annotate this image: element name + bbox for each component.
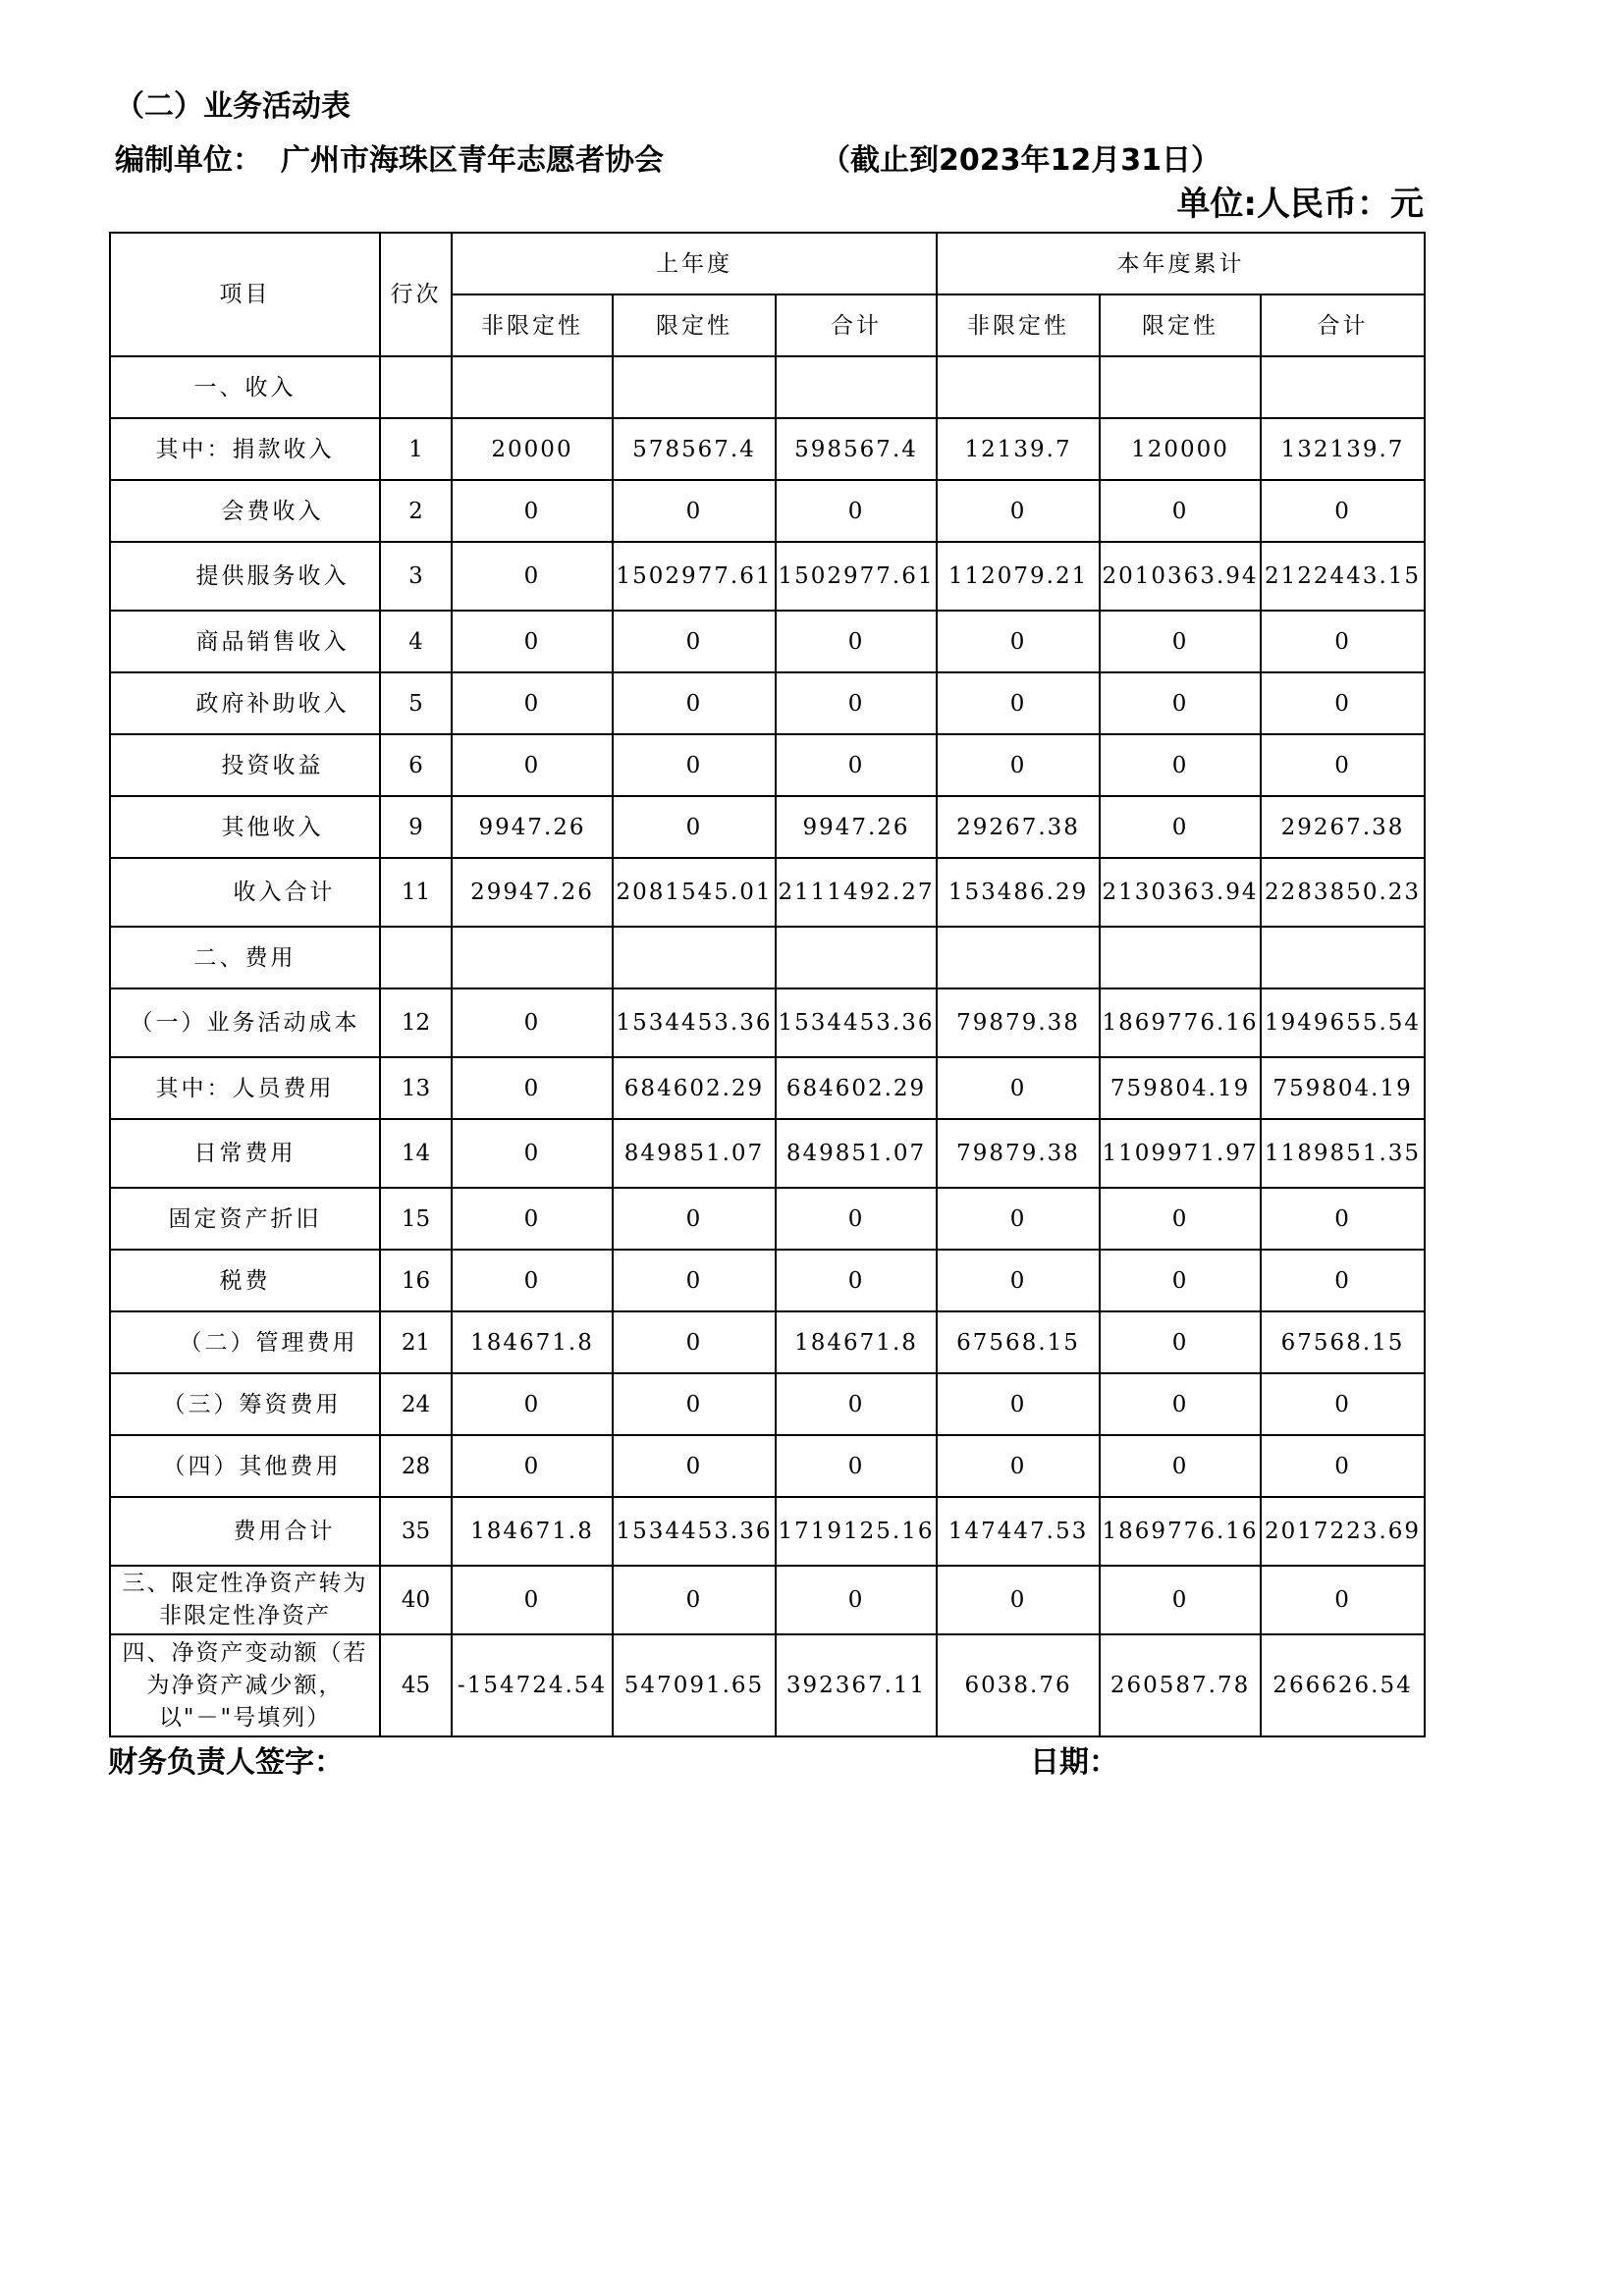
table-row bbox=[110, 1497, 1425, 1566]
cell-curr-restricted: 1109971.97 bbox=[1100, 1119, 1261, 1188]
row-item: 三、限定性净资产转为非限定性净资产 bbox=[110, 1566, 380, 1634]
cell-prev-unrestricted: 0 bbox=[452, 1119, 613, 1188]
cell-prev-restricted: 0 bbox=[613, 672, 776, 734]
row-number: 45 bbox=[380, 1634, 452, 1736]
header-prev-year: 上年度 bbox=[452, 233, 937, 294]
table-row bbox=[110, 1435, 1425, 1497]
cell-prev-unrestricted: 0 bbox=[452, 1435, 613, 1497]
row-item: （三）筹资费用 bbox=[110, 1373, 380, 1435]
cell-prev-total: 9947.26 bbox=[776, 796, 937, 858]
cell-prev-unrestricted: -154724.54 bbox=[452, 1634, 613, 1736]
cell-curr-restricted: 0 bbox=[1100, 1188, 1261, 1250]
cell-curr-restricted: 0 bbox=[1100, 672, 1261, 734]
cell-prev-total: 598567.4 bbox=[776, 418, 937, 480]
cell-curr-total bbox=[1261, 927, 1425, 988]
cell-prev-restricted: 0 bbox=[613, 1373, 776, 1435]
cell-curr-unrestricted: 147447.53 bbox=[937, 1497, 1100, 1566]
cell-curr-restricted: 0 bbox=[1100, 480, 1261, 542]
cell-prev-unrestricted: 0 bbox=[452, 988, 613, 1057]
row-number: 15 bbox=[380, 1188, 452, 1250]
cell-prev-total: 1719125.16 bbox=[776, 1497, 937, 1566]
cell-prev-unrestricted: 9947.26 bbox=[452, 796, 613, 858]
row-number bbox=[380, 927, 452, 988]
cell-curr-unrestricted: 0 bbox=[937, 1188, 1100, 1250]
row-number: 3 bbox=[380, 542, 452, 611]
table-row bbox=[110, 796, 1425, 858]
cell-prev-total bbox=[776, 927, 937, 988]
cell-prev-total: 392367.11 bbox=[776, 1634, 937, 1736]
cell-curr-unrestricted: 112079.21 bbox=[937, 542, 1100, 611]
cell-prev-total: 184671.8 bbox=[776, 1311, 937, 1373]
row-number: 6 bbox=[380, 734, 452, 796]
cell-curr-total: 1189851.35 bbox=[1261, 1119, 1425, 1188]
cell-curr-restricted: 1869776.16 bbox=[1100, 1497, 1261, 1566]
cell-prev-restricted: 1502977.61 bbox=[613, 542, 776, 611]
row-item: （一）业务活动成本 bbox=[110, 988, 380, 1057]
table-row bbox=[110, 988, 1425, 1057]
cell-curr-restricted: 759804.19 bbox=[1100, 1057, 1261, 1119]
header-curr-total: 合计 bbox=[1261, 294, 1425, 356]
cell-curr-unrestricted: 0 bbox=[937, 611, 1100, 672]
cell-curr-unrestricted: 67568.15 bbox=[937, 1311, 1100, 1373]
cell-prev-total bbox=[776, 356, 937, 418]
table-row bbox=[110, 672, 1425, 734]
table-row bbox=[110, 927, 1425, 988]
cell-prev-restricted: 547091.65 bbox=[613, 1634, 776, 1736]
header-prev-total: 合计 bbox=[776, 294, 937, 356]
row-item: 其中：捐款收入 bbox=[110, 418, 380, 480]
cell-prev-unrestricted: 0 bbox=[452, 611, 613, 672]
table-body bbox=[110, 356, 1425, 1736]
cell-curr-unrestricted: 79879.38 bbox=[937, 1119, 1100, 1188]
table-row bbox=[110, 1311, 1425, 1373]
cell-prev-unrestricted: 184671.8 bbox=[452, 1497, 613, 1566]
cell-curr-restricted: 0 bbox=[1100, 1566, 1261, 1634]
cell-curr-restricted: 1869776.16 bbox=[1100, 988, 1261, 1057]
cell-prev-restricted: 1534453.36 bbox=[613, 988, 776, 1057]
row-number: 11 bbox=[380, 858, 452, 927]
cell-prev-restricted bbox=[613, 927, 776, 988]
cell-prev-restricted: 849851.07 bbox=[613, 1119, 776, 1188]
header-curr-unrestricted: 非限定性 bbox=[937, 294, 1100, 356]
table-row bbox=[110, 542, 1425, 611]
row-item: 提供服务收入 bbox=[110, 542, 380, 611]
cell-curr-restricted: 2130363.94 bbox=[1100, 858, 1261, 927]
cell-curr-unrestricted: 0 bbox=[937, 1373, 1100, 1435]
table-row bbox=[110, 1250, 1425, 1311]
header-prev-restricted: 限定性 bbox=[613, 294, 776, 356]
table-row bbox=[110, 356, 1425, 418]
cell-curr-unrestricted: 12139.7 bbox=[937, 418, 1100, 480]
cell-prev-total: 0 bbox=[776, 611, 937, 672]
cell-curr-unrestricted: 0 bbox=[937, 1057, 1100, 1119]
row-number: 4 bbox=[380, 611, 452, 672]
cell-prev-total: 0 bbox=[776, 1188, 937, 1250]
cell-prev-unrestricted: 184671.8 bbox=[452, 1311, 613, 1373]
cell-prev-total: 0 bbox=[776, 1250, 937, 1311]
cell-prev-unrestricted: 29947.26 bbox=[452, 858, 613, 927]
cell-curr-total: 266626.54 bbox=[1261, 1634, 1425, 1736]
currency-unit: 单位:人民币：元 bbox=[1176, 185, 1424, 224]
signature-label: 财务负责人签字： bbox=[108, 1745, 344, 1780]
row-number: 13 bbox=[380, 1057, 452, 1119]
cell-curr-restricted: 0 bbox=[1100, 796, 1261, 858]
row-item: 会费收入 bbox=[110, 480, 380, 542]
row-number: 16 bbox=[380, 1250, 452, 1311]
cell-prev-total: 1534453.36 bbox=[776, 988, 937, 1057]
cell-prev-unrestricted: 0 bbox=[452, 672, 613, 734]
header-curr-restricted: 限定性 bbox=[1100, 294, 1261, 356]
cell-curr-total bbox=[1261, 356, 1425, 418]
row-item: 一、收入 bbox=[110, 356, 380, 418]
cell-curr-total: 0 bbox=[1261, 1373, 1425, 1435]
cell-curr-unrestricted: 29267.38 bbox=[937, 796, 1100, 858]
cell-curr-total: 2283850.23 bbox=[1261, 858, 1425, 927]
row-number: 24 bbox=[380, 1373, 452, 1435]
row-item: （二）管理费用 bbox=[110, 1311, 380, 1373]
cell-curr-unrestricted: 0 bbox=[937, 1435, 1100, 1497]
cell-curr-unrestricted bbox=[937, 356, 1100, 418]
row-number: 28 bbox=[380, 1435, 452, 1497]
cell-prev-total: 0 bbox=[776, 734, 937, 796]
header-row-no: 行次 bbox=[380, 233, 452, 356]
cell-curr-total: 67568.15 bbox=[1261, 1311, 1425, 1373]
cell-prev-total: 849851.07 bbox=[776, 1119, 937, 1188]
cell-prev-restricted: 0 bbox=[613, 480, 776, 542]
cell-curr-unrestricted: 79879.38 bbox=[937, 988, 1100, 1057]
cell-curr-restricted bbox=[1100, 927, 1261, 988]
date-label: 日期： bbox=[1030, 1745, 1118, 1780]
cell-prev-unrestricted: 0 bbox=[452, 1188, 613, 1250]
cell-curr-restricted: 260587.78 bbox=[1100, 1634, 1261, 1736]
cell-curr-restricted: 0 bbox=[1100, 734, 1261, 796]
cell-prev-total: 0 bbox=[776, 1373, 937, 1435]
row-item: 投资收益 bbox=[110, 734, 380, 796]
cell-curr-total: 1949655.54 bbox=[1261, 988, 1425, 1057]
cell-prev-restricted: 0 bbox=[613, 1311, 776, 1373]
cell-curr-unrestricted: 0 bbox=[937, 1250, 1100, 1311]
row-item: 费用合计 bbox=[110, 1497, 380, 1566]
row-number: 9 bbox=[380, 796, 452, 858]
cell-curr-total: 759804.19 bbox=[1261, 1057, 1425, 1119]
cell-prev-restricted: 0 bbox=[613, 1250, 776, 1311]
cell-prev-restricted: 684602.29 bbox=[613, 1057, 776, 1119]
cell-curr-total: 0 bbox=[1261, 672, 1425, 734]
cell-curr-restricted: 0 bbox=[1100, 1250, 1261, 1311]
cell-prev-restricted: 0 bbox=[613, 796, 776, 858]
row-number: 12 bbox=[380, 988, 452, 1057]
table-row bbox=[110, 1119, 1425, 1188]
row-item: 日常费用 bbox=[110, 1119, 380, 1188]
row-item: 其他收入 bbox=[110, 796, 380, 858]
cell-prev-total: 684602.29 bbox=[776, 1057, 937, 1119]
row-number bbox=[380, 356, 452, 418]
cell-curr-total: 29267.38 bbox=[1261, 796, 1425, 858]
report-period: （截止到2023年12月31日） bbox=[821, 143, 1220, 178]
cell-prev-restricted: 0 bbox=[613, 1566, 776, 1634]
cell-curr-unrestricted: 0 bbox=[937, 480, 1100, 542]
row-number: 2 bbox=[380, 480, 452, 542]
cell-curr-restricted bbox=[1100, 356, 1261, 418]
table-row bbox=[110, 734, 1425, 796]
row-item: 四、净资产变动额（若为净资产减少额，以"－"号填列） bbox=[110, 1634, 380, 1736]
cell-curr-restricted: 2010363.94 bbox=[1100, 542, 1261, 611]
cell-prev-total: 0 bbox=[776, 1566, 937, 1634]
row-number: 1 bbox=[380, 418, 452, 480]
table-row bbox=[110, 1373, 1425, 1435]
cell-prev-restricted: 0 bbox=[613, 1435, 776, 1497]
cell-prev-restricted: 0 bbox=[613, 1188, 776, 1250]
cell-prev-total: 0 bbox=[776, 672, 937, 734]
cell-curr-restricted: 0 bbox=[1100, 1435, 1261, 1497]
cell-prev-total: 2111492.27 bbox=[776, 858, 937, 927]
cell-prev-unrestricted: 0 bbox=[452, 1566, 613, 1634]
cell-prev-unrestricted: 0 bbox=[452, 1250, 613, 1311]
table-row bbox=[110, 611, 1425, 672]
cell-curr-total: 2122443.15 bbox=[1261, 542, 1425, 611]
cell-prev-restricted: 0 bbox=[613, 611, 776, 672]
cell-curr-total: 0 bbox=[1261, 734, 1425, 796]
org-label: 编制单位： bbox=[115, 143, 262, 178]
cell-prev-total: 1502977.61 bbox=[776, 542, 937, 611]
cell-curr-total: 0 bbox=[1261, 1250, 1425, 1311]
table-row bbox=[110, 858, 1425, 927]
table-row bbox=[110, 480, 1425, 542]
cell-curr-total: 132139.7 bbox=[1261, 418, 1425, 480]
cell-prev-unrestricted: 0 bbox=[452, 1057, 613, 1119]
row-item: 其中：人员费用 bbox=[110, 1057, 380, 1119]
cell-prev-unrestricted bbox=[452, 927, 613, 988]
cell-curr-restricted: 120000 bbox=[1100, 418, 1261, 480]
cell-prev-unrestricted: 0 bbox=[452, 542, 613, 611]
cell-prev-unrestricted: 0 bbox=[452, 480, 613, 542]
table-row bbox=[110, 1566, 1425, 1634]
cell-prev-restricted: 2081545.01 bbox=[613, 858, 776, 927]
row-number: 40 bbox=[380, 1566, 452, 1634]
row-item: 收入合计 bbox=[110, 858, 380, 927]
row-number: 14 bbox=[380, 1119, 452, 1188]
cell-curr-unrestricted: 0 bbox=[937, 1566, 1100, 1634]
cell-prev-restricted: 578567.4 bbox=[613, 418, 776, 480]
row-item: （四）其他费用 bbox=[110, 1435, 380, 1497]
row-item: 固定资产折旧 bbox=[110, 1188, 380, 1250]
row-item: 商品销售收入 bbox=[110, 611, 380, 672]
cell-curr-restricted: 0 bbox=[1100, 1373, 1261, 1435]
table-row bbox=[110, 1634, 1425, 1736]
cell-prev-total: 0 bbox=[776, 480, 937, 542]
cell-prev-restricted: 0 bbox=[613, 734, 776, 796]
cell-curr-unrestricted: 153486.29 bbox=[937, 858, 1100, 927]
row-number: 5 bbox=[380, 672, 452, 734]
cell-prev-unrestricted bbox=[452, 356, 613, 418]
cell-curr-unrestricted: 0 bbox=[937, 672, 1100, 734]
cell-prev-unrestricted: 0 bbox=[452, 734, 613, 796]
row-number: 21 bbox=[380, 1311, 452, 1373]
cell-prev-total: 0 bbox=[776, 1435, 937, 1497]
cell-curr-total: 0 bbox=[1261, 1188, 1425, 1250]
row-number: 35 bbox=[380, 1497, 452, 1566]
report-title: （二）业务活动表 bbox=[115, 89, 351, 124]
cell-curr-restricted: 0 bbox=[1100, 611, 1261, 672]
cell-curr-total: 2017223.69 bbox=[1261, 1497, 1425, 1566]
header-item: 项目 bbox=[110, 233, 380, 356]
header-curr-year: 本年度累计 bbox=[937, 233, 1425, 294]
cell-curr-unrestricted bbox=[937, 927, 1100, 988]
header-prev-unrestricted: 非限定性 bbox=[452, 294, 613, 356]
cell-curr-total: 0 bbox=[1261, 1566, 1425, 1634]
row-item: 政府补助收入 bbox=[110, 672, 380, 734]
cell-prev-unrestricted: 20000 bbox=[452, 418, 613, 480]
cell-curr-total: 0 bbox=[1261, 1435, 1425, 1497]
row-item: 税费 bbox=[110, 1250, 380, 1311]
cell-curr-unrestricted: 6038.76 bbox=[937, 1634, 1100, 1736]
cell-curr-total: 0 bbox=[1261, 480, 1425, 542]
cell-prev-restricted bbox=[613, 356, 776, 418]
cell-curr-restricted: 0 bbox=[1100, 1311, 1261, 1373]
row-item: 二、费用 bbox=[110, 927, 380, 988]
cell-prev-unrestricted: 0 bbox=[452, 1373, 613, 1435]
org-name: 广州市海珠区青年志愿者协会 bbox=[281, 143, 664, 178]
cell-curr-unrestricted: 0 bbox=[937, 734, 1100, 796]
table-row bbox=[110, 1188, 1425, 1250]
table-row bbox=[110, 418, 1425, 480]
activity-statement-table bbox=[109, 232, 1426, 1737]
table-row bbox=[110, 1057, 1425, 1119]
cell-curr-total: 0 bbox=[1261, 611, 1425, 672]
cell-prev-restricted: 1534453.36 bbox=[613, 1497, 776, 1566]
